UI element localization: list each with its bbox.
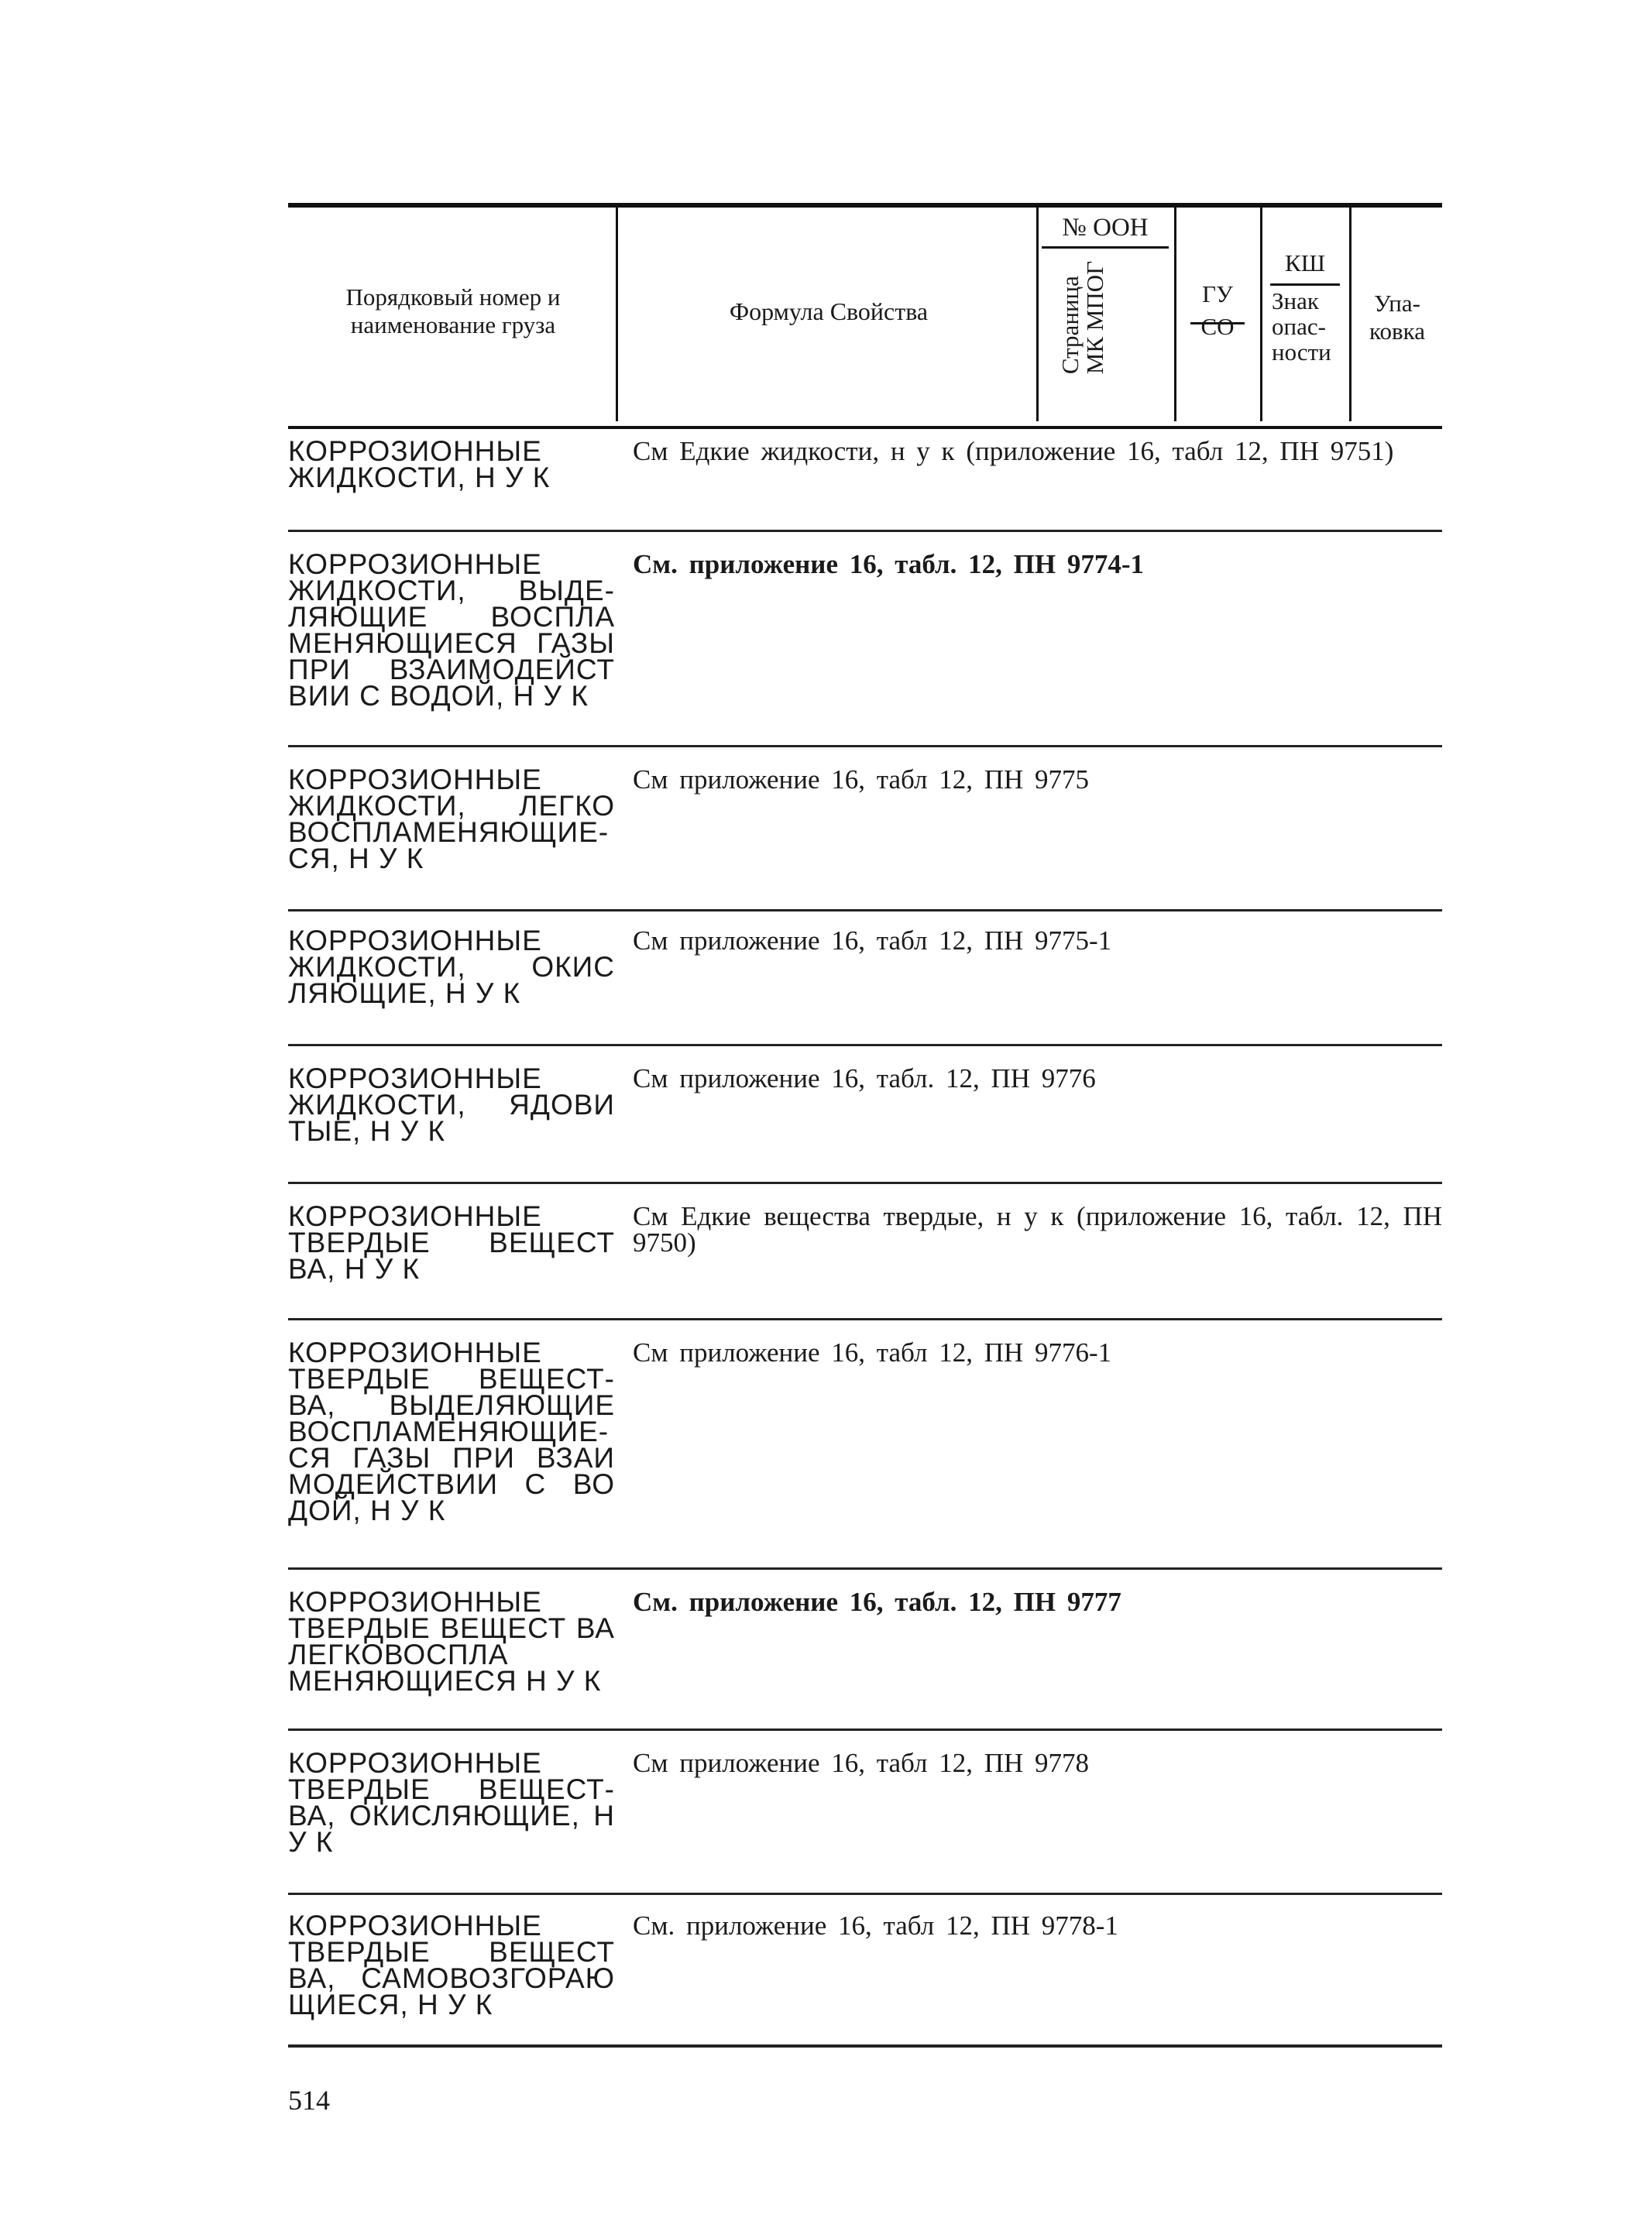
row-divider: [288, 909, 1442, 911]
header-packing: Упа-ковка: [1369, 290, 1425, 345]
cargo-name: КОРРОЗИОННЫЕ ТВЕРДЫЕ ВЕЩЕСТ ВА ЛЕГКОВОСПЛА МЕНЯЮЩИЕСЯ Н У К: [288, 1586, 615, 1697]
cargo-name: КОРРОЗИОННЫЕ ТВЕРДЫЕ ВЕЩЕСТ ВА, САМОВОЗГОРАЮ ЩИЕСЯ, Н У К: [288, 1910, 615, 2020]
cargo-reference: См приложение 16, табл 12, ПН 9775: [633, 764, 1090, 795]
cargo-name: КОРРОЗИОННЫЕ ЖИДКОСТИ, ЛЕГКО ВОСПЛАМЕНЯЮЩИЕ-СЯ, Н У К: [288, 764, 615, 874]
row-divider: [288, 530, 1442, 532]
header-so: СО: [1200, 313, 1235, 340]
header-ksh: КШ: [1285, 249, 1325, 276]
cargo-reference: См приложение 16, табл 12, ПН 9775-1: [633, 925, 1112, 956]
header-divider: [1260, 208, 1262, 421]
header-page-imdg: [1058, 261, 1108, 374]
header-page-label: Страница: [1056, 276, 1084, 375]
cargo-name: КОРРОЗИОННЫЕ ТВЕРДЫЕ ВЕЩЕСТ-ВА, ВЫДЕЛЯЮЩИЕ ВОСПЛАМЕНЯЮЩИЕ-СЯ ГАЗЫ ПРИ ВЗАИ МОДЕЙСТВИИ С ВО ДОЙ, Н У К: [288, 1337, 615, 1526]
row-divider: [288, 1318, 1442, 1320]
cargo-reference: См Едкие жидкости, н у к (приложение 16, табл 12, ПН 9751): [633, 436, 1394, 466]
cargo-name: КОРРОЗИОННЫЕ ТВЕРДЫЕ ВЕЩЕСТ ВА, Н У К: [288, 1200, 615, 1285]
cargo-name: КОРРОЗИОННЫЕ ЖИДКОСТИ, Н У К: [288, 435, 551, 493]
header-divider: [1036, 208, 1039, 421]
cargo-reference: См приложение 16, табл 12, ПН 9776-1: [633, 1337, 1112, 1368]
page-number: 514: [288, 2085, 330, 2116]
header-formula-properties: Формула Свойства: [729, 297, 929, 325]
header-un-number: № ООН: [1062, 214, 1149, 242]
row-divider: [288, 1567, 1442, 1570]
header-divider: [1349, 208, 1351, 421]
cargo-name: КОРРОЗИОННЫЕ ЖИДКОСТИ, ОКИС ЛЯЮЩИЕ, Н У К: [288, 925, 615, 1009]
header-gu: ГУ: [1202, 280, 1233, 307]
cargo-reference: См. приложение 16, табл 12, ПН 9778-1: [633, 1910, 1118, 1941]
cargo-reference: См приложение 16, табл. 12, ПН 9776: [633, 1063, 1096, 1093]
header-divider: [616, 208, 618, 421]
header-divider: [1174, 208, 1176, 421]
cargo-reference: См приложение 16, табл 12, ПН 9778: [633, 1748, 1090, 1778]
table-bottom-rule: [288, 2044, 1442, 2048]
cargo-name: КОРРОЗИОННЫЕ ЖИДКОСТИ, ВЫДЕ-ЛЯЮЩИЕ ВОСПЛА МЕНЯЮЩИЕСЯ ГАЗЫ ПРИ ВЗАИМОДЕЙСТ ВИИ С ВОДОЙ, Н У К: [288, 548, 615, 712]
ksh-underline: [1270, 283, 1340, 286]
cargo-reference: См. приложение 16, табл. 12, ПН 9774-1: [633, 549, 1144, 579]
row-divider: [288, 1729, 1442, 1731]
row-divider: [288, 1182, 1442, 1184]
cargo-name: КОРРОЗИОННЫЕ ЖИДКОСТИ, ЯДОВИ ТЫЕ, Н У К: [288, 1063, 615, 1147]
row-divider: [288, 745, 1442, 747]
row-divider: [288, 1044, 1442, 1046]
header-imdg-label: МК МПОГ: [1081, 260, 1108, 375]
row-divider: [288, 1893, 1442, 1895]
cargo-reference: См. приложение 16, табл. 12, ПН 9777: [633, 1587, 1121, 1617]
cargo-reference: См Едкие вещества твердые, н у к (приложение 16, табл. 12, ПН 9750): [633, 1201, 1442, 1258]
header-cargo-name: Порядковый номер и наименование груза: [345, 283, 561, 338]
header-hazard-sign: Знак опас-ности: [1272, 287, 1331, 366]
un-number-underline: [1042, 246, 1169, 249]
cargo-name: КОРРОЗИОННЫЕ ТВЕРДЫЕ ВЕЩЕСТ-ВА, ОКИСЛЯЮЩИЕ, Н У К: [288, 1747, 615, 1858]
